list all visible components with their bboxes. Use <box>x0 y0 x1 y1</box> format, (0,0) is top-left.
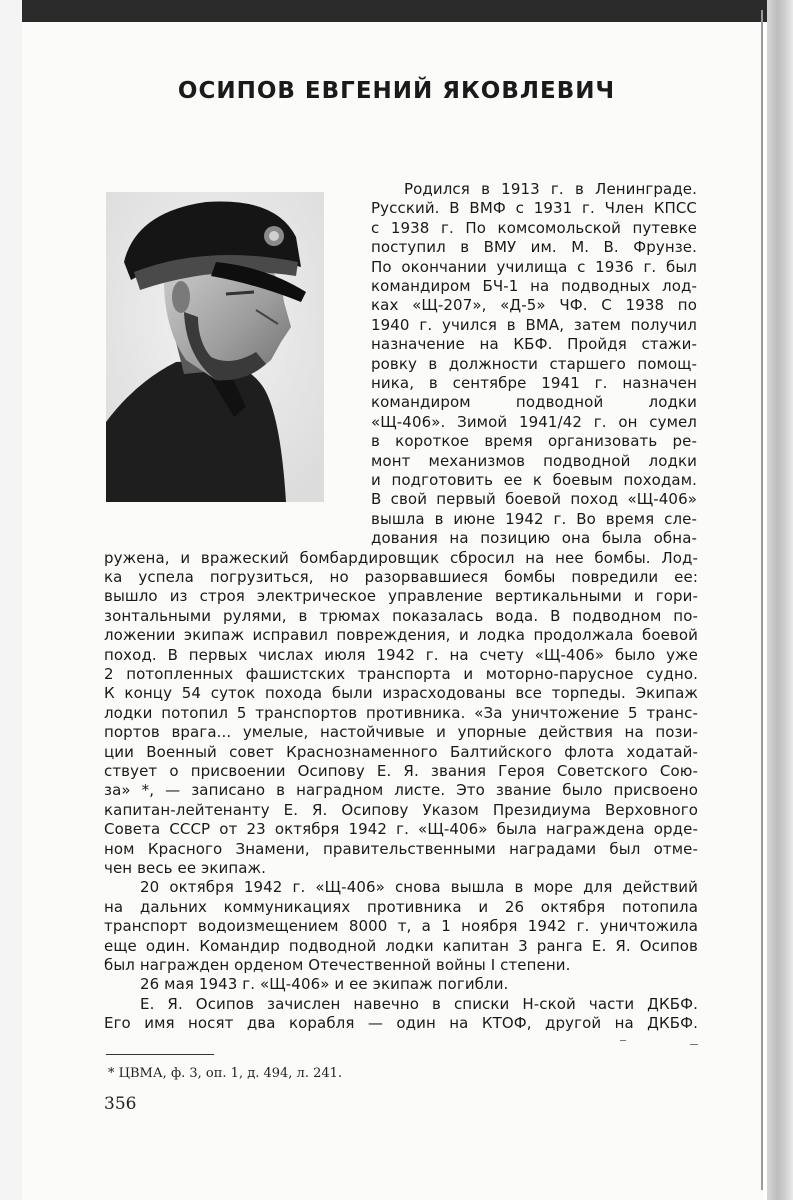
text-line: 1940 г. учился в ВМА, затем получил <box>371 315 697 334</box>
text-line: поступил в ВМУ им. М. В. Фрунзе. <box>371 238 697 257</box>
text-line: вышло из строя электрическое управление вертикальными и гори- <box>104 587 698 606</box>
text-line: Русский. В ВМФ с 1931 г. Член КПСС <box>371 199 697 218</box>
footnote-divider <box>106 1054 214 1055</box>
text-line: командиром подводной лодки <box>371 393 697 412</box>
text-line: 2 потопленных фашистских транспорта и моторно-парусное судно. <box>104 665 698 683</box>
text-line: «Щ-406». Зимой 1941/42 г. он сумел <box>371 412 697 431</box>
footnote: * ЦВМА, ф. 3, оп. 1, д. 494, л. 241. <box>108 1066 343 1081</box>
text-line: и подготовить ее к боевым походам. <box>371 471 697 489</box>
text-line: ника, в сентябре 1941 г. назначен <box>371 374 697 392</box>
text-line: ка успела погрузиться, но разорвавшиеся бомбы повредили ее: <box>104 568 698 586</box>
text-line: монт механизмов подводной лодки <box>371 451 697 470</box>
portrait-photo-icon <box>106 192 324 502</box>
scan-right-edge <box>767 0 793 1200</box>
text-line: командиром БЧ-1 на подводных лод- <box>371 277 697 295</box>
text-line: назначение на КБФ. Пройдя стажи- <box>371 335 697 354</box>
page-fold-line <box>761 10 763 1190</box>
text-line: в короткое время организовать ре- <box>371 432 697 451</box>
text-line: был награжден орденом Отечественной войны I степени. <box>104 956 571 974</box>
text-line: капитан-лейтенанту Е. Я. Осипову Указом Президиума Верховного <box>104 800 698 819</box>
text-line: 26 мая 1943 г. «Щ-406» и ее экипаж погибли. <box>140 975 509 994</box>
text-line: с 1938 г. По комсомольской путевке <box>371 218 697 237</box>
text-line: поход. В первых числах июля 1942 г. на счету «Щ-406» было уже <box>104 645 698 664</box>
text-line: Е. Я. Осипов зачислен навечно в списки Н-ской части ДКБФ. <box>140 994 698 1013</box>
text-line: дования на позицию она была обна- <box>371 529 697 548</box>
text-line: ложении экипаж исправил повреждения, и лодка продолжала боевой <box>104 626 698 645</box>
text-line: 20 октября 1942 г. «Щ-406» снова вышла в море для действий <box>140 878 698 897</box>
text-line: Его имя носят два корабля — один на КТОФ, другой на ДКБФ. <box>104 1014 698 1033</box>
page-title: ОСИПОВ ЕВГЕНИЙ ЯКОВЛЕВИЧ <box>177 78 616 104</box>
text-line: еще один. Командир подводной лодки капитан 3 ранга Е. Я. Осипов <box>104 936 698 955</box>
text-line: По окончании училища с 1936 г. был <box>371 257 697 276</box>
text-line: ном Красного Знамени, правительственными наградами был отме- <box>104 839 698 858</box>
text-line: К концу 54 суток похода были израсходованы все торпеды. Экипаж <box>104 684 698 703</box>
page-number: 356 <box>104 1094 137 1114</box>
text-line: портов врага... умелые, настойчивые и упорные действия на пози- <box>104 723 698 742</box>
text-line: вышла в июне 1942 г. Во время сле- <box>371 509 697 528</box>
text-line: В свой первый боевой поход «Щ-406» <box>371 490 697 509</box>
text-line: ровку в должности старшего помощ- <box>371 354 697 373</box>
text-line: ции Военный совет Краснознаменного Балтийского флота ходатай- <box>104 742 698 761</box>
scan-top-edge <box>22 0 782 22</box>
text-line: Совета СССР от 23 октября 1942 г. «Щ-406» была награждена орде- <box>104 820 698 839</box>
scan-speck <box>620 1040 626 1041</box>
text-line: чен весь ее экипаж. <box>104 859 267 877</box>
scan-left-margin <box>0 0 22 1200</box>
text-line: ствует о присвоении Осипову Е. Я. звания Героя Советского Сою- <box>104 762 698 780</box>
text-line: ках «Щ-207», «Д-5» ЧФ. С 1938 по <box>371 296 697 315</box>
text-line: на дальних коммуникациях противника и 26 октября потопила <box>104 897 698 916</box>
portrait-photo <box>106 192 324 502</box>
text-line: Родился в 1913 г. в Ленинграде. <box>404 180 697 198</box>
text-line: лодки потопил 5 транспортов противника. «За уничтожение 5 транс- <box>104 703 698 722</box>
scan-speck <box>690 1044 698 1045</box>
text-line: зонтальными рулями, в трюмах показалась вода. В подводном по- <box>104 606 698 625</box>
text-line: за» *, — записано в наградном листе. Это звание было присвоено <box>104 781 698 800</box>
text-line: транспорт водоизмещением 8000 т, а 1 ноября 1942 г. уничтожила <box>104 917 698 936</box>
text-line: ружена, и вражеский бомбардировщик сбросил на нее бомбы. Лод- <box>104 548 698 567</box>
